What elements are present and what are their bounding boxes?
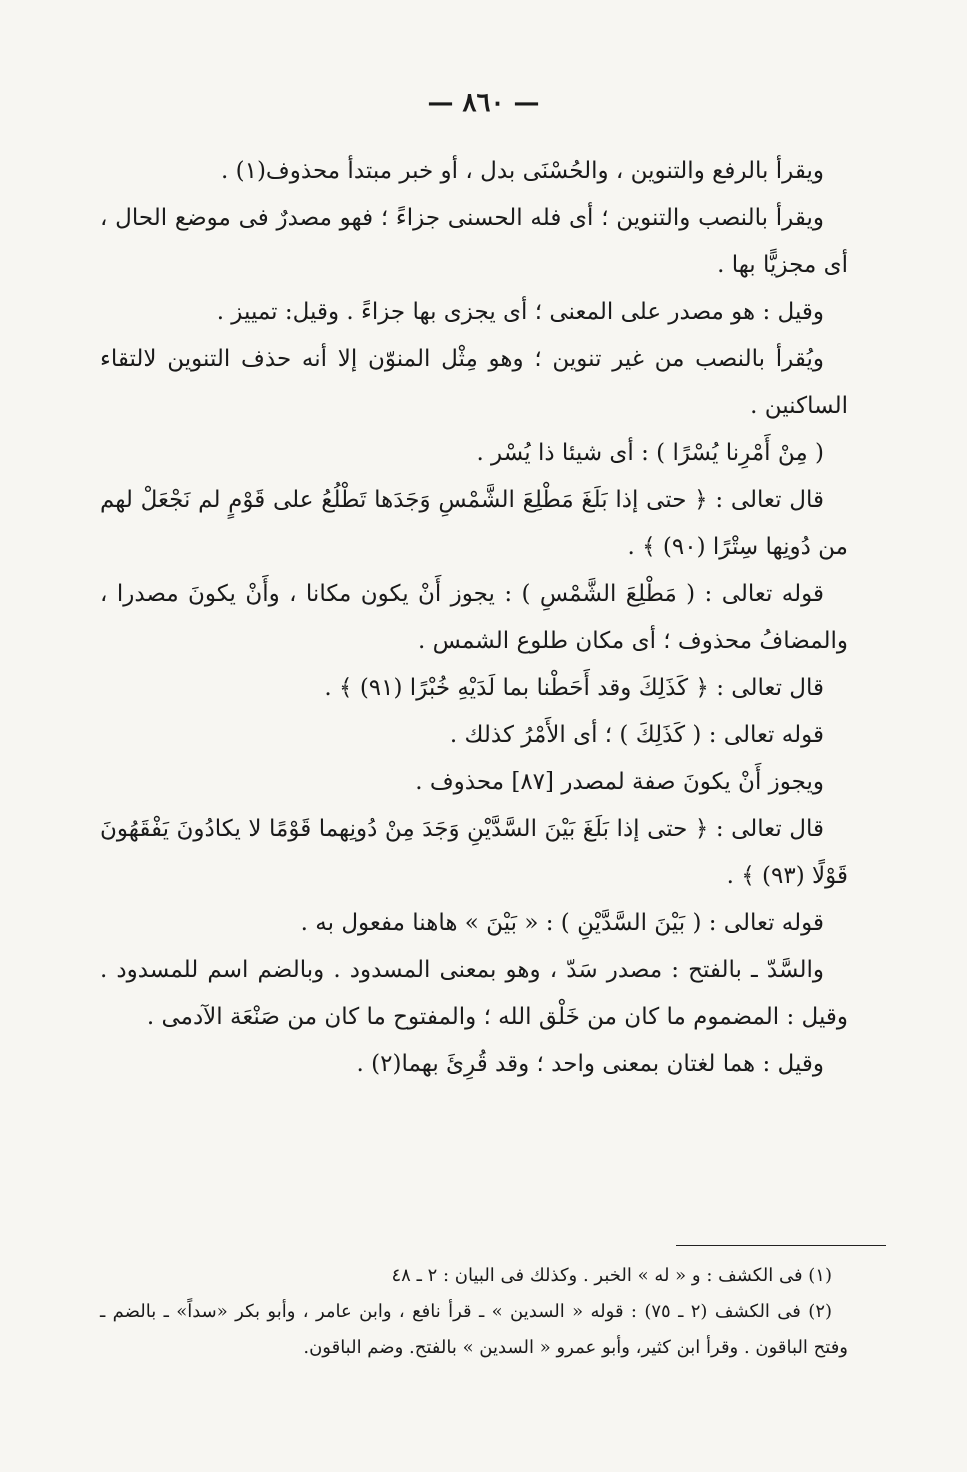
paragraph: وقيل : هو مصدر على المعنى ؛ أى يجزى بها جزاءً . وقيل: تمييز . bbox=[216, 299, 824, 325]
main-text bbox=[100, 148, 848, 1088]
footnote-divider bbox=[676, 1245, 886, 1246]
footnote: (١) فى الكشف : و « له » الخبر . وكذلك فى البيان : ٢ ـ ٤٨ bbox=[391, 1265, 832, 1286]
footnote: (٢) فى الكشف (٢ ـ ٧٥) : قوله « السدين » ـ قرأ نافع ، وابن عامر ، وأبو بكر «سداً» ـ بالضم ـ وفتح الباقون . وقرأ ابن كثير، وأبو عمرو « السدين » بالفتح. وضم الباقون. bbox=[100, 1301, 848, 1358]
paragraph: وقيل : هما لغتان بمعنى واحد ؛ وقد قُرِئَ بهما(٢) . bbox=[356, 1051, 824, 1077]
paragraph: ( مِنْ أَمْرِنا يُسْرًا ) : أى شيئا ذا يُسْر . bbox=[476, 440, 824, 466]
paragraph: قوله تعالى : ( مَطْلِعَ الشَّمْسِ ) : يجوز أَنْ يكون مكانا ، وأَنْ يكونَ مصدرا ، والمضافُ محذوف ؛ أى مكان طلوع الشمس . bbox=[100, 581, 848, 654]
verse-paragraph: قال تعالى : ﴿ حتى إذا بَلَغَ بَيْنَ السَّدَّيْنِ وَجَدَ مِنْ دُونِهما قَوْمًا لا يكادُونَ يَفْقَهُونَ قَوْلًا (٩٣) ﴾ . bbox=[100, 816, 848, 889]
paragraph: قوله تعالى : ( بَيْنَ السَّدَّيْنِ ) : « بَيْنَ » هاهنا مفعول به . bbox=[300, 910, 824, 936]
verse-paragraph: قال تعالى : ﴿ حتى إذا بَلَغَ مَطْلِعَ الشَّمْسِ وَجَدَها تَطْلُعُ على قَوْمٍ لم نَجْعَلْ لهم من دُونِها سِتْرًا (٩٠) ﴾ . bbox=[100, 487, 848, 560]
paragraph: ويقرأ بالنصب والتنوين ؛ أى فله الحسنى جزاءً ؛ فهو مصدرٌ فى موضع الحال ، أى مجزيًّا بها . bbox=[100, 205, 848, 278]
footnotes bbox=[100, 1258, 848, 1366]
paragraph: قوله تعالى : ( كَذَلِكَ ) ؛ أى الأَمْرُ كذلك . bbox=[449, 722, 824, 748]
paragraph: والسَّدّ ـ بالفتح : مصدر سَدّ ، وهو بمعنى المسدود . وبالضم اسم للمسدود . وقيل : المضموم ما كان من خَلْق الله ؛ والمفتوح ما كان من صَنْعَة الآدمى . bbox=[100, 957, 848, 1030]
verse-paragraph: قال تعالى : ﴿ كَذَلِكَ وقد أَحَطْنا بما لَدَيْهِ خُبْرًا (٩١) ﴾ . bbox=[324, 675, 824, 701]
paragraph: ويقرأ بالرفع والتنوين ، والحُسْنَى بدل ، أو خبر مبتدأ محذوف(١) . bbox=[220, 158, 824, 184]
page-number: — ٨٦٠ — bbox=[427, 88, 540, 118]
paragraph: ويجوز أَنْ يكونَ صفة لمصدر [٨٧] محذوف . bbox=[415, 769, 824, 795]
paragraph: ويُقرأ بالنصب من غير تنوين ؛ وهو مِثْل المنوّن إلا أنه حذف التنوين لالتقاء الساكنين . bbox=[100, 346, 848, 419]
